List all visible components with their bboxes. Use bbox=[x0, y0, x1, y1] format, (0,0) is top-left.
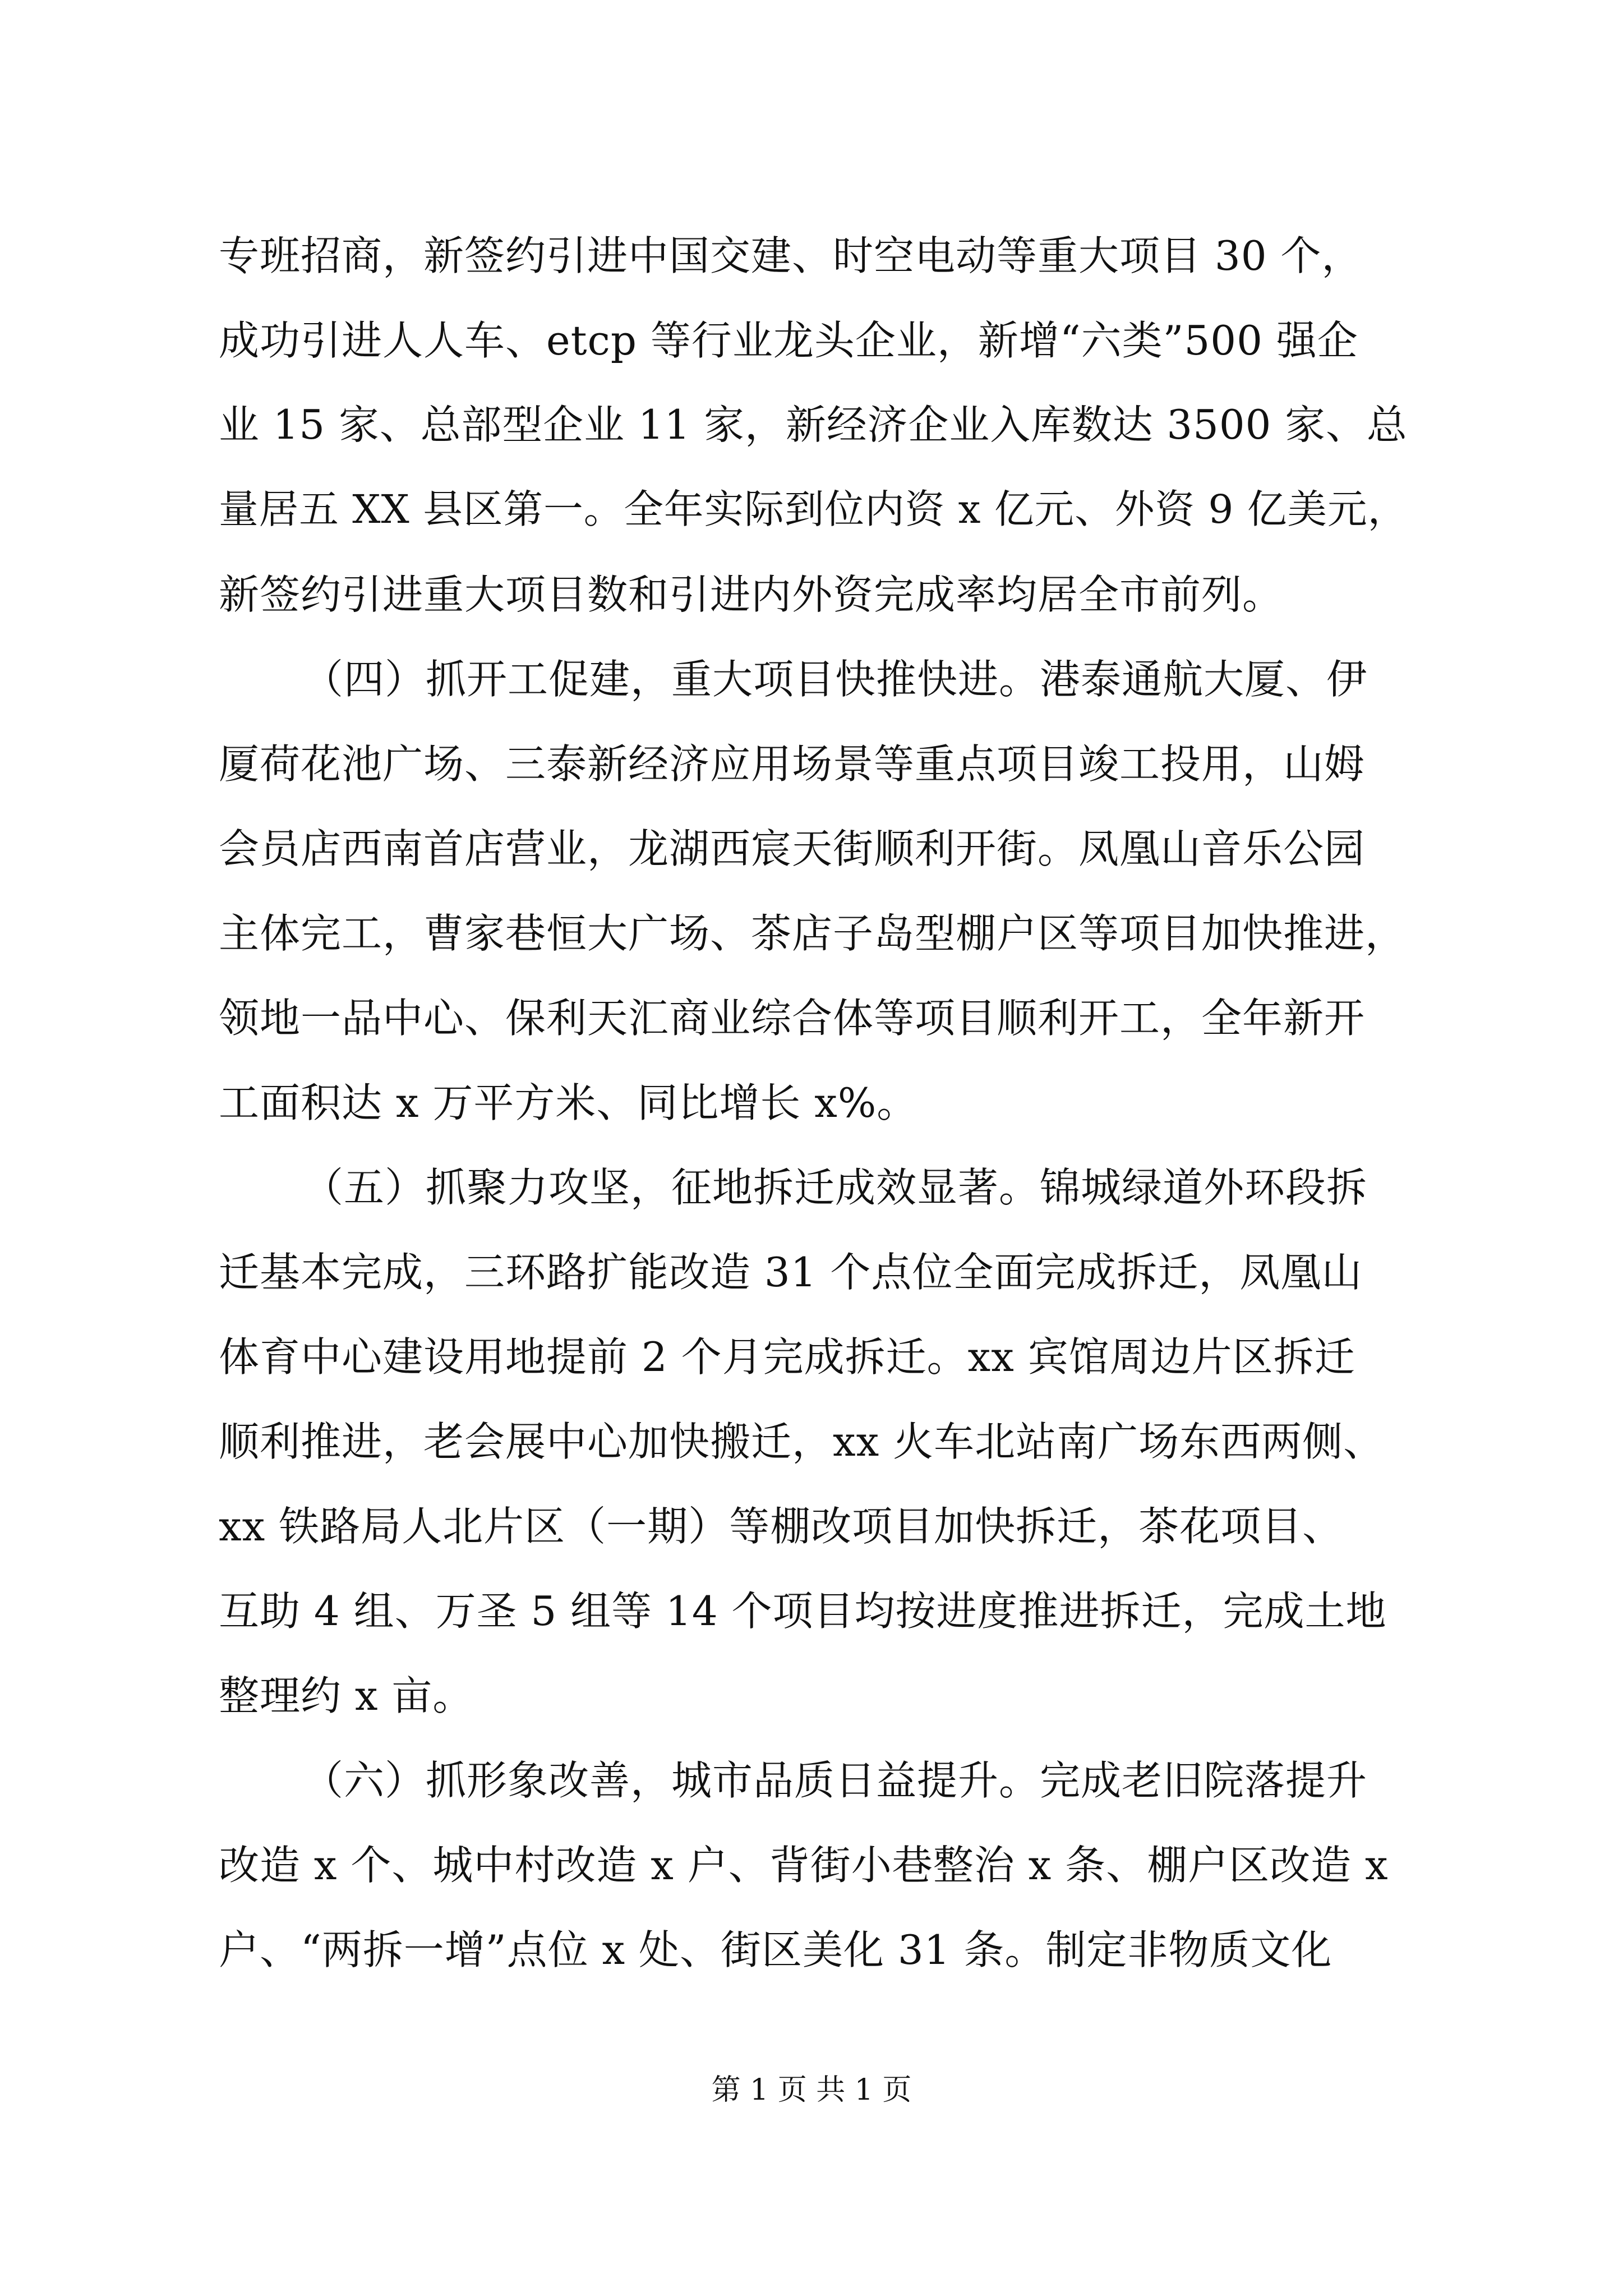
text-line: 顺利推进，老会展中心加快搬迁，xx 火车北站南广场东西两侧、 bbox=[219, 1418, 1385, 1465]
text-line: 会员店西南首店营业，龙湖西宸天街顺利开街。凤凰山音乐公园 bbox=[219, 825, 1366, 872]
text-line: 厦荷花池广场、三泰新经济应用场景等重点项目竣工投用，山姆 bbox=[219, 740, 1366, 788]
text-line: 新签约引进重大项目数和引进内外资完成率均居全市前列。 bbox=[219, 571, 1284, 618]
text-line: 体育中心建设用地提前 2 个月完成拆迁。xx 宾馆周边片区拆迁 bbox=[219, 1333, 1355, 1381]
paragraph-first-line: （五）抓聚力攻坚，征地拆迁成效显著。锦城绿道外环段拆 bbox=[303, 1164, 1368, 1211]
text-line: 量居五 XX 县区第一。全年实际到位内资 x 亿元、外资 9 亿美元， bbox=[219, 486, 1408, 532]
text-line: 工面积达 x 万平方米、同比增长 x%。 bbox=[219, 1079, 918, 1126]
text-line: 户、“两拆一增”点位 x 处、街区美化 31 条。制定非物质文化 bbox=[219, 1926, 1332, 1973]
text-line: 业 15 家、总部型企业 11 家，新经济企业入库数达 3500 家、总 bbox=[219, 401, 1408, 448]
text-line: xx 铁路局人北片区（一期）等棚改项目加快拆迁，茶花项目、 bbox=[219, 1503, 1344, 1550]
text-line: 迁基本完成，三环路扩能改造 31 个点位全面完成拆迁，凤凰山 bbox=[219, 1249, 1363, 1296]
paragraph-first-line: （六）抓形象改善，城市品质日益提升。完成老旧院落提升 bbox=[303, 1757, 1368, 1804]
text-line: 专班招商，新签约引进中国交建、时空电动等重大项目 30 个， bbox=[219, 232, 1363, 279]
text-line: 成功引进人人车、etcp 等行业龙头企业，新增“六类”500 强企 bbox=[219, 317, 1358, 364]
paragraph-first-line: （四）抓开工促建，重大项目快推快进。港泰通航大厦、伊 bbox=[303, 656, 1368, 703]
text-line: 主体完工，曹家巷恒大广场、茶店子岛型棚户区等项目加快推进， bbox=[219, 910, 1407, 957]
text-line: 整理约 x 亩。 bbox=[219, 1672, 474, 1719]
text-line: 改造 x 个、城中村改造 x 户、背街小巷整治 x 条、棚户区改造 x bbox=[219, 1842, 1389, 1889]
text-line: 领地一品中心、保利天汇商业综合体等项目顺利开工，全年新开 bbox=[219, 995, 1366, 1042]
text-line: 互助 4 组、万圣 5 组等 14 个项目均按进度推进拆迁，完成土地 bbox=[219, 1588, 1387, 1635]
page-footer: 第 1 页 共 1 页 bbox=[711, 2073, 912, 2107]
